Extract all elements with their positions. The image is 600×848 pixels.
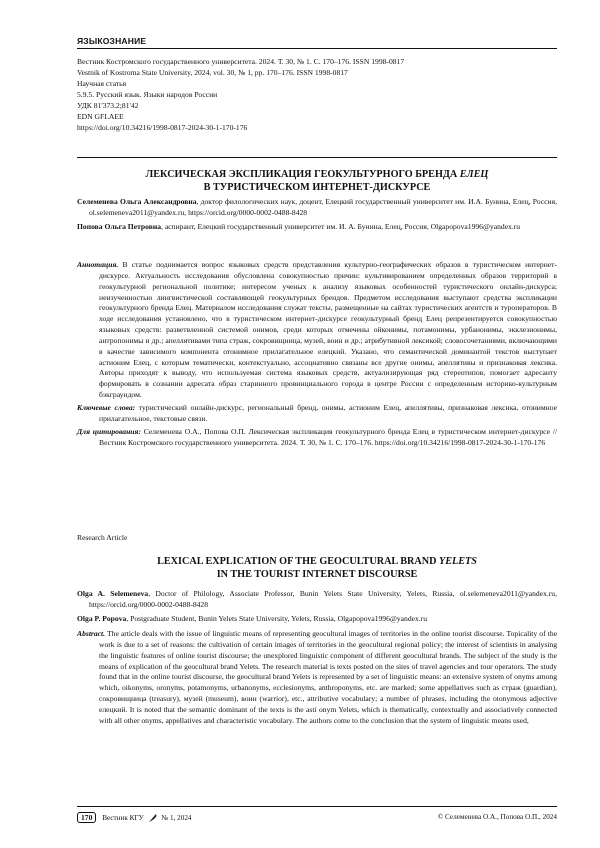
abstract-text: В статье поднимается вопрос языковых средств представления культурно-географических образов в туристическом интернет-дискурсе. Актуальность исследования обусловлена совокупностью причин: культивированием определенных образов территорий в геокультурной региональной политике; интересом ученых к анализу языковых особенностей туристического онлайн-дискурса; неизученностью лингвистической составляющей геокультурных брендов. Предметом исследования выступают средства экспликации геокультурного бренда Елец. Материалом исследования служат тексты, размещенные на сайтах туристических агентств и туроператоров. В ходе исследования установлено, что в туристическом интернет-дискурсе геокультурный бренд Елец репрезентируется совокупностью языковых средств: разветвленной системой онимов, среди которых отмечены ойконимы, потамонимы, урбанонимы, экклезионимы, антропонимы и др.; апеллятивами типа страж, сокровищница, музей, воин и др.; атрибутивной лексикой; словосочетаниями, включающими в качестве зависимого компонента отонимное прилагательное елецкий. Указано, что семантической доминантой текстов выступает астионим Елец, с которым тематически, контекстуально, ассоциативно связаны все другие онимы, апеллятивы и признаковая лексика. Авторы приходят к выводу, что используемая система языковых средств, актуализирующая ряд стереотипов, помогает адресанту формировать в сознании адресата образ старинного провинциального города в центре России с определенным историко-культурным бэкграундом. — [99, 260, 557, 400]
title-en-line2: IN THE TOURIST INTERNET DISCOURSE — [216, 568, 418, 580]
research-article-label: Research Article — [77, 533, 128, 542]
author-info: , аспирант, Елецкий государственный университет им. И. А. Бунина, Елец, Россия, Olgapopova1996@yandex.ru — [161, 221, 521, 231]
author-entry — [77, 614, 557, 625]
copyright: © Селеменева О.А., Попова О.П., 2024 — [437, 813, 557, 821]
title-ru-line2: В ТУРИСТИЧЕСКОМ ИНТЕРНЕТ-ДИСКУРСЕ — [203, 181, 431, 193]
author-name: Olga A. Selemeneva — [77, 589, 149, 598]
keywords-text: туристический онлайн-дискурс, региональный бренд, онимы, астионим Елец, апеллятивы, признаковая лексика, отонимное прилагательное, текстовые связи. — [99, 402, 557, 423]
journal-issue: № 1, 2024 — [161, 814, 192, 822]
title-ru-line1: ЛЕКСИЧЕСКАЯ ЭКСПЛИКАЦИЯ ГЕОКУЛЬТУРНОГО БРЕНДА — [145, 169, 460, 180]
meta-rule — [77, 157, 557, 158]
abstract-label: Аннотация. — [77, 260, 119, 269]
abstract-block-ru — [77, 260, 557, 450]
author-info: , Postgraduate Student, Bunin Yelets State University, Yelets, Russia, Olgapopova1996@yandex.ru — [126, 613, 428, 623]
citation-text: Селеменева О.А., Попова О.П. Лексическая экспликация геокультурного бренда Елец в туристическом интернет-дискурсе // Вестник Костромского государственного университета. 2024. Т. 30, № 1. С. 170–176. https://doi.org/10.34216/1998-0817-2024-30-1-170-176 — [99, 426, 557, 447]
abstract-label: Abstract. — [77, 629, 106, 638]
title-en-brand: YELETS — [438, 556, 477, 567]
feather-logo-icon — [148, 813, 158, 823]
author-info: , Doctor of Philology, Associate Professor, Bunin Yelets State University, Yelets, Russia, ol.selemeneva2011@yandex.ru, https://orcid.org/0000-0002-0488-8428 — [89, 589, 557, 609]
section-heading: ЯЗЫКОЗНАНИЕ — [77, 36, 147, 46]
meta-line: Вестник Костромского государственного университета. 2024. Т. 30, № 1. С. 170–176. ISSN 1998-0817 — [77, 57, 405, 66]
keywords-label: Ключевые слова: — [77, 402, 136, 412]
authors-ru — [77, 197, 557, 235]
abstract-text: The article deals with the issue of linguistic means of representing geocultural images of territories in the online tourist discourse. Topicality of the work is due to a set of reasons: the cultivation of certain images of territories in the geocultural regional policy; the interest of scientists in analysing the linguistic features of online tourist discourse; the unexplored linguistic component of different geocultural brands. The subject of the study is the means of explication of the geocultural brand Yelets. The research material is texts posted on the sites of travel agencies and tour operators. The study found that in the online tourist discourse, the geocultural brand Yelets is represented by a set of linguistic means: an extensive system of onyms among which, oikonyms, oronyms, potamonyms, urbanonyms, ecclesionyms, anthroponyms, etc. are marked; some appellatives such as страж (guardian), сокровищница (treasury), музей (museum), воин (warrior), etc., attributive vocabulary; a number of phrases, including the otonymous adjective елецкий. It is noted that the semantic dominant of the texts is the asti onym Yelets, which is thematically, contextually and associatively connected with all other onyms, appellatives and characteristic vocabulary. The authors come to the conclusion that the system of linguistic means used, — [99, 629, 557, 725]
authors-en — [77, 589, 557, 627]
meta-line: EDN GFLAEE — [77, 112, 124, 122]
footer-rule — [77, 806, 557, 807]
abstract-ru — [77, 260, 557, 401]
abstract-en — [77, 629, 557, 727]
author-entry — [77, 222, 557, 233]
journal-name: Вестник КГУ — [102, 814, 144, 822]
header-rule — [77, 48, 557, 49]
doi-link[interactable]: https://doi.org/10.34216/1998-0817-2024-30-1-170-176 — [77, 123, 248, 133]
author-entry — [77, 197, 557, 219]
meta-line: Научная статья — [77, 79, 127, 89]
citation-ru — [77, 427, 557, 449]
meta-line: УДК 81'373.2;81'42 — [77, 101, 139, 111]
meta-line: 5.9.5. Русский язык. Языки народов России — [77, 90, 218, 100]
author-name: Селеменева Ольга Александровна — [77, 197, 197, 206]
citation-label: Для цитирования: — [77, 426, 141, 436]
author-info: , доктор филологических наук, доцент, Елецкий государственный университет им. И.А. Бунина, Елец, Россия, ol.selemeneva2011@yandex.ru, https://orcid.org/0000-0002-0488-8428 — [89, 197, 557, 217]
article-meta — [77, 56, 557, 133]
page-number: 170 — [77, 812, 96, 823]
keywords-ru — [77, 403, 557, 425]
page-footer — [77, 812, 557, 823]
author-entry — [77, 589, 557, 611]
title-en — [77, 556, 557, 581]
meta-line: Vestnik of Kostroma State University, 2024, vol. 30, № 1, pp. 170–176. ISSN 1998-0817 — [77, 68, 348, 78]
author-name: Olga P. Popova — [77, 613, 127, 623]
title-ru-brand: ЕЛЕЦ — [459, 169, 489, 180]
title-ru — [77, 169, 557, 194]
abstract-block-en — [77, 629, 557, 729]
author-name: Попова Ольга Петровна — [77, 221, 162, 231]
title-en-line1: LEXICAL EXPLICATION OF THE GEOCULTURAL BRAND — [157, 556, 439, 567]
